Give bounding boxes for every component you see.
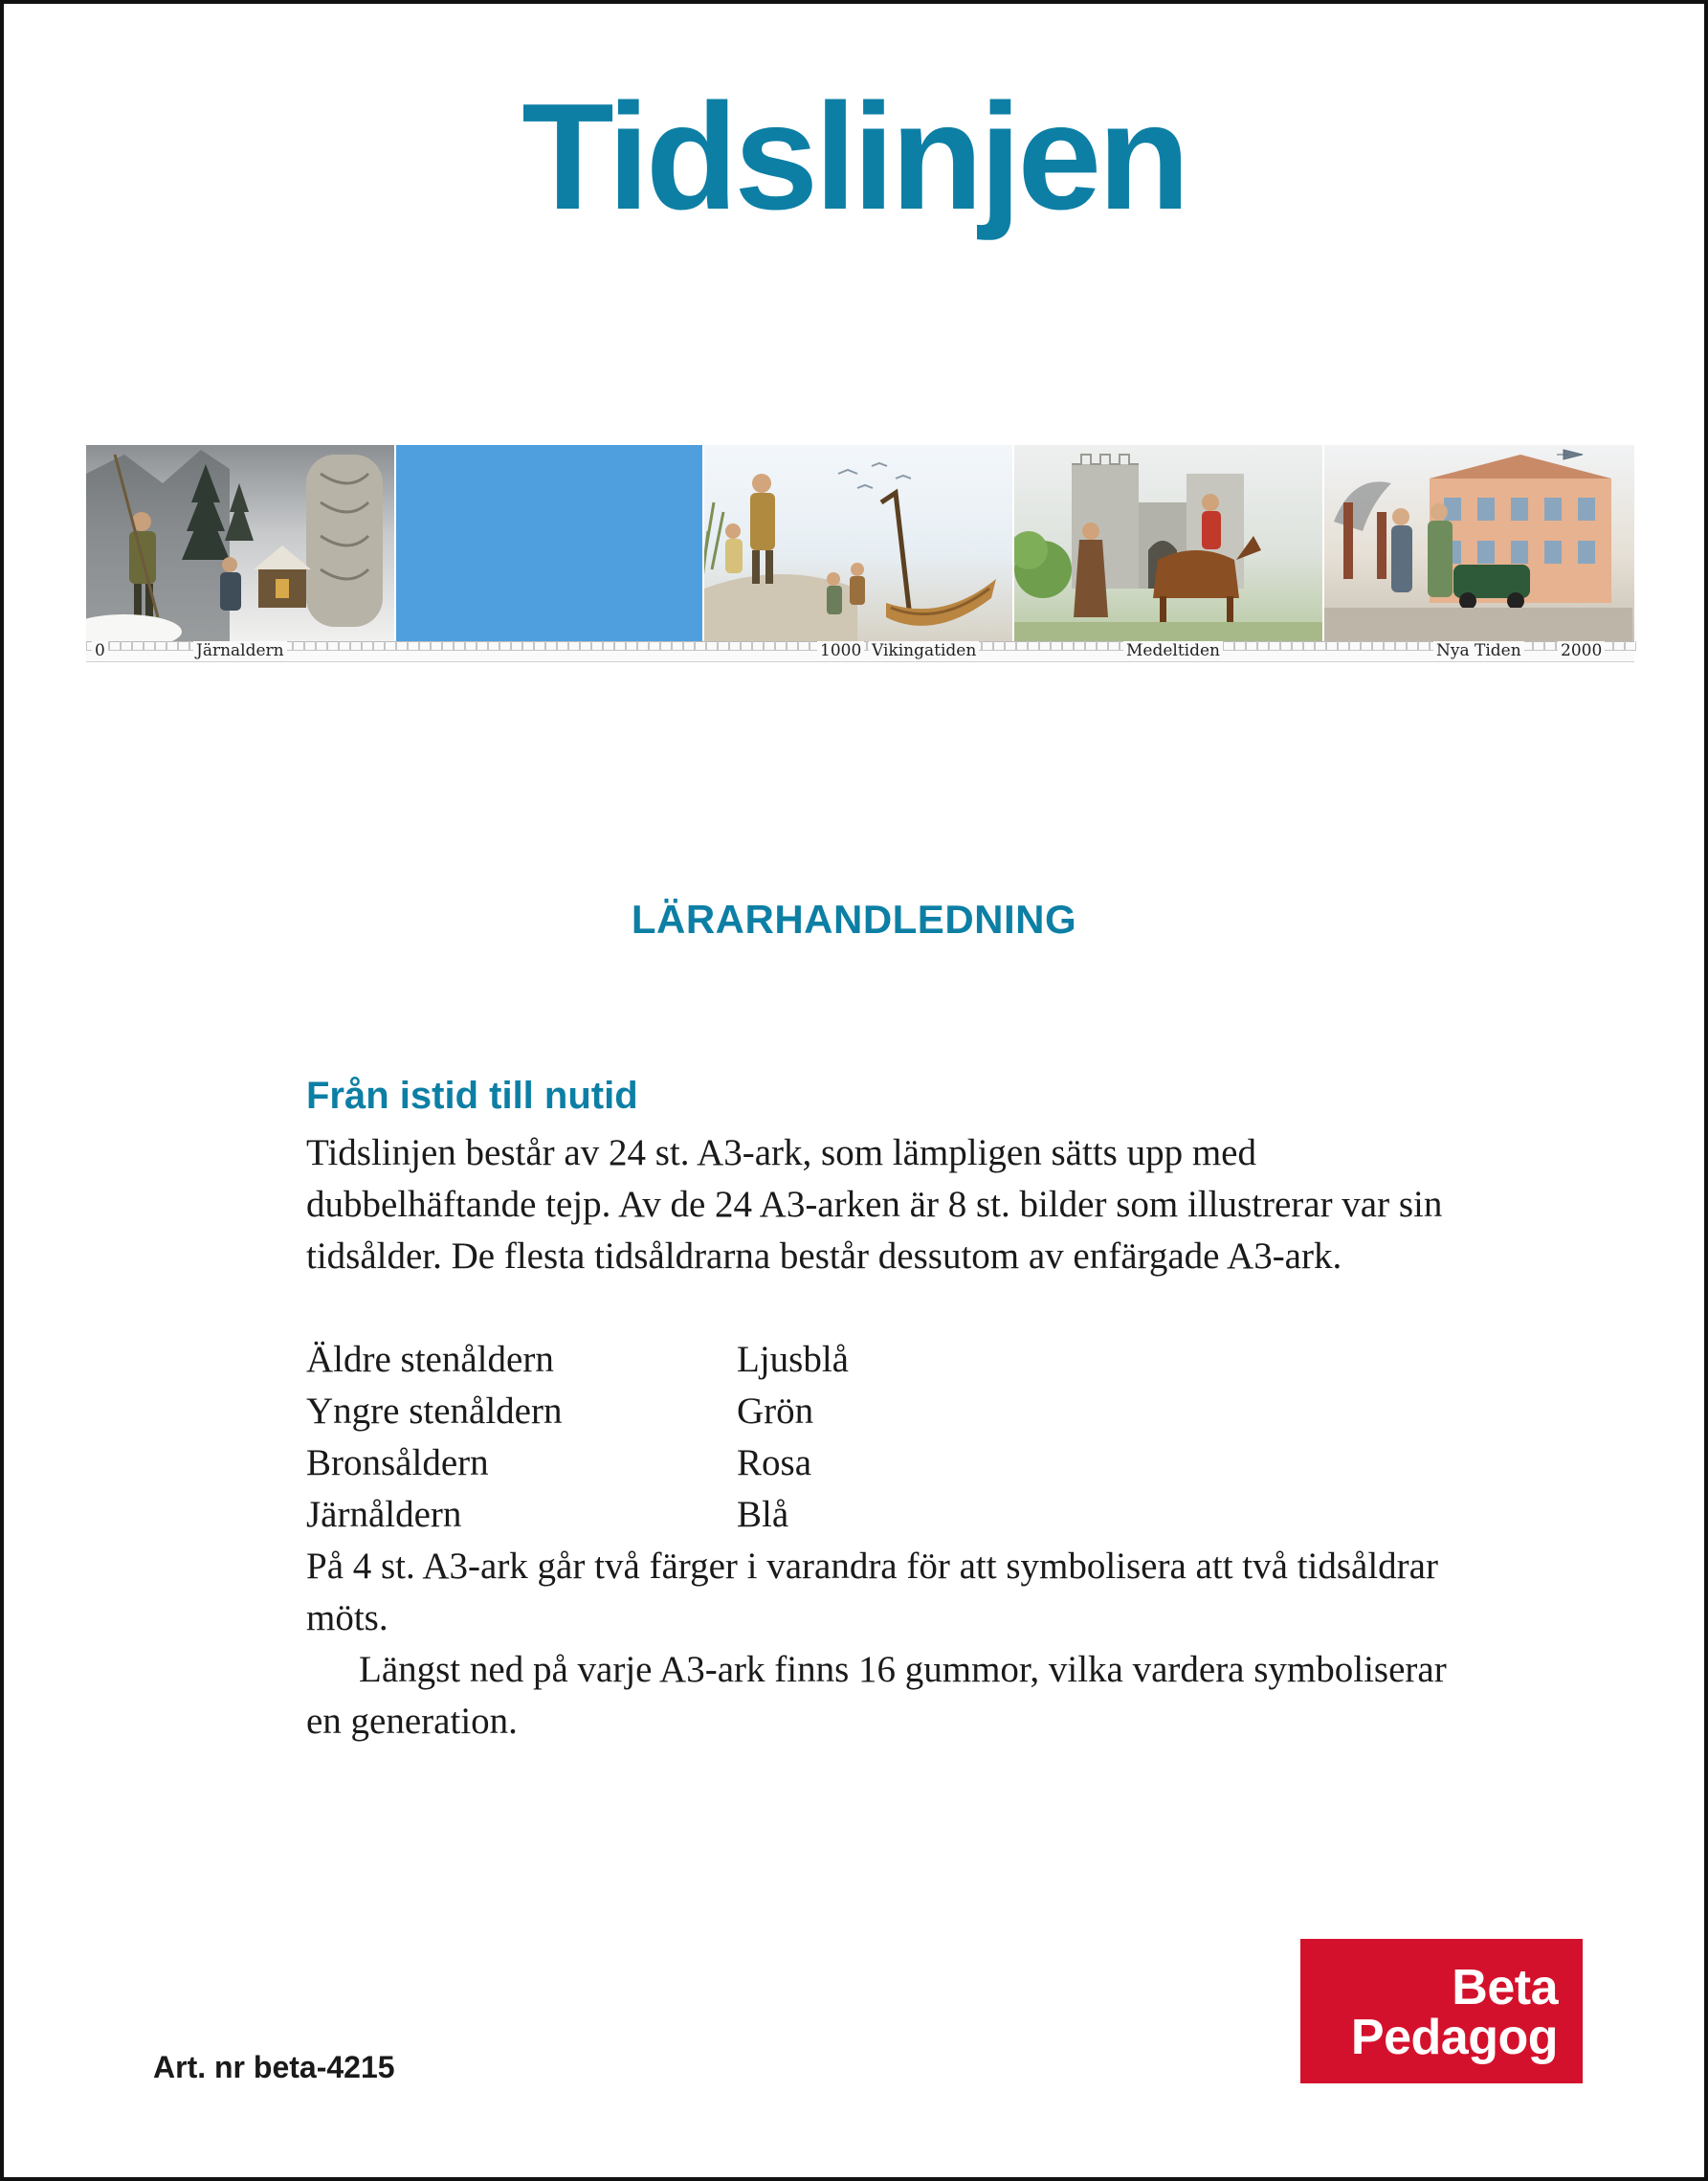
document-title: Tidslinjen (521, 73, 1187, 241)
timeline-tick (1303, 641, 1315, 651)
timeline-tick (718, 641, 729, 651)
timeline-tick (477, 641, 488, 651)
timeline-tick (1085, 641, 1097, 651)
age-name: Yngre stenåldern (306, 1391, 563, 1432)
timeline-label-medeltiden: Medeltiden (1123, 641, 1223, 660)
timeline-label-nya-tiden: Nya Tiden (1433, 641, 1524, 660)
timeline-label-start: 0 (92, 641, 108, 660)
timeline-tick (327, 641, 339, 651)
generation-paragraph: Längst ned på varje A3-ark finns 16 gummor, vilka vardera symboliserar en generation. (306, 1649, 1447, 1742)
timeline-tick (499, 641, 511, 651)
meet-paragraph: På 4 st. A3-ark går två färger i varandra för att symbolisera att två tidsåldrar möts. (306, 1546, 1438, 1638)
timeline-tick (1051, 641, 1062, 651)
timeline-tick (637, 641, 649, 651)
timeline-tick (568, 641, 580, 651)
timeline-tick (1613, 641, 1625, 651)
timeline-tick (1074, 641, 1085, 651)
timeline-tick (1005, 641, 1016, 651)
timeline-tick (591, 641, 603, 651)
timeline-tick (373, 641, 385, 651)
timeline-tick (1039, 641, 1051, 651)
timeline-label-1000: 1000 (817, 641, 864, 660)
timeline-tick (465, 641, 477, 651)
timeline-tick (408, 641, 419, 651)
timeline-tick (764, 641, 775, 651)
timeline-tick (1372, 641, 1384, 651)
timeline-tick (166, 641, 178, 651)
age-name: Järnåldern (306, 1494, 462, 1535)
timeline-tick (1384, 641, 1395, 651)
timeline-tick (1407, 641, 1418, 651)
timeline-tick (626, 641, 637, 651)
timeline-tick (1223, 641, 1234, 651)
timeline-tick (442, 641, 454, 651)
table-row (306, 1334, 1167, 1386)
timeline-tick (1246, 641, 1257, 651)
timeline-tick (993, 641, 1005, 651)
timeline-tick (695, 641, 706, 651)
logo-line-2: Pedagog (1350, 2010, 1558, 2065)
timeline-tick (385, 641, 396, 651)
timeline-tick (1234, 641, 1246, 651)
timeline-tick (741, 641, 752, 651)
age-color: Rosa (737, 1442, 811, 1483)
timeline-label-2000: 2000 (1558, 641, 1605, 660)
timeline-tick (603, 641, 614, 651)
timeline-tick (178, 641, 189, 651)
timeline-tick (982, 641, 993, 651)
timeline-image-middle-ages (1014, 445, 1322, 641)
timeline-label-jarnaldern: Järnaldern (193, 641, 287, 660)
timeline-tick (304, 641, 316, 651)
age-name: Bronsåldern (306, 1442, 489, 1483)
timeline-tick (1097, 641, 1108, 651)
table-row (306, 1386, 1167, 1437)
timeline-tick (362, 641, 373, 651)
timeline-tick (1533, 641, 1544, 651)
timeline-image-iron-age (86, 445, 394, 641)
timeline-tick (316, 641, 327, 651)
timeline-tick (1544, 641, 1556, 651)
timeline-tick (1361, 641, 1372, 651)
timeline-tick (1418, 641, 1430, 651)
beta-pedagog-logo (1300, 1939, 1583, 2083)
timeline-tick (350, 641, 362, 651)
timeline-tick (431, 641, 442, 651)
timeline-strip (86, 445, 1634, 665)
timeline-image-viking-age (704, 445, 1012, 641)
timeline-tick (614, 641, 626, 651)
table-row (306, 1437, 1167, 1489)
timeline-tick (1625, 641, 1636, 651)
timeline-tick (683, 641, 695, 651)
timeline-tick (580, 641, 591, 651)
timeline-tick (787, 641, 798, 651)
timeline-tick (660, 641, 672, 651)
timeline-tick (293, 641, 304, 651)
article-number: Art. nr beta-4215 (153, 2050, 395, 2084)
timeline-tick (132, 641, 144, 651)
timeline-label-vikingatiden: Vikingatiden (869, 641, 979, 660)
timeline-tick (1349, 641, 1361, 651)
timeline-tick (798, 641, 810, 651)
timeline-tick (1326, 641, 1338, 651)
timeline-tick (1016, 641, 1028, 651)
age-name: Äldre stenåldern (306, 1339, 554, 1380)
timeline-tick (557, 641, 568, 651)
timeline-tick (534, 641, 545, 651)
table-row (306, 1489, 1167, 1541)
age-color-table (306, 1334, 1167, 1541)
timeline-tick (1280, 641, 1292, 651)
timeline-tick (752, 641, 764, 651)
timeline-tick (1028, 641, 1039, 651)
timeline-tick (672, 641, 683, 651)
logo-line-1: Beta (1452, 1960, 1558, 2015)
timeline-tick (545, 641, 557, 651)
timeline-tick (454, 641, 465, 651)
timeline-tick (1395, 641, 1407, 651)
timeline-tick (1315, 641, 1326, 651)
timeline-tick (109, 641, 121, 651)
age-color: Ljusblå (737, 1339, 849, 1380)
timeline-tick (339, 641, 350, 651)
intro-paragraph: Tidslinjen består av 24 st. A3-ark, som lämpligen sätts upp med dubbelhäftande tejp. Av de 24 A3-arken är 8 st. bilder som illustrerar var sin tidsålder. De flesta tidsåldrarna består dessutom av enfärgade A3-ark. (306, 1132, 1443, 1277)
timeline-tick (1338, 641, 1349, 651)
age-color: Blå (737, 1494, 789, 1535)
section-heading: Från istid till nutid (306, 1075, 638, 1117)
age-color: Grön (737, 1391, 814, 1432)
timeline-tick (155, 641, 166, 651)
timeline-tick (1062, 641, 1074, 651)
timeline-color-panel-blue (396, 445, 702, 641)
timeline-tick (1292, 641, 1303, 651)
timeline-image-modern-times (1324, 445, 1634, 641)
timeline-tick (1108, 641, 1120, 651)
timeline-tick (396, 641, 408, 651)
timeline-tick (121, 641, 132, 651)
timeline-tick (775, 641, 787, 651)
timeline-tick (511, 641, 522, 651)
timeline-tick (488, 641, 499, 651)
timeline-tick (419, 641, 431, 651)
timeline-tick (522, 641, 534, 651)
timeline-tick (1257, 641, 1269, 651)
timeline-tick (729, 641, 741, 651)
timeline-tick (649, 641, 660, 651)
document-subtitle: LÄRARHANDLEDNING (631, 897, 1077, 942)
timeline-tick (144, 641, 155, 651)
timeline-tick (1269, 641, 1280, 651)
timeline-tick (706, 641, 718, 651)
